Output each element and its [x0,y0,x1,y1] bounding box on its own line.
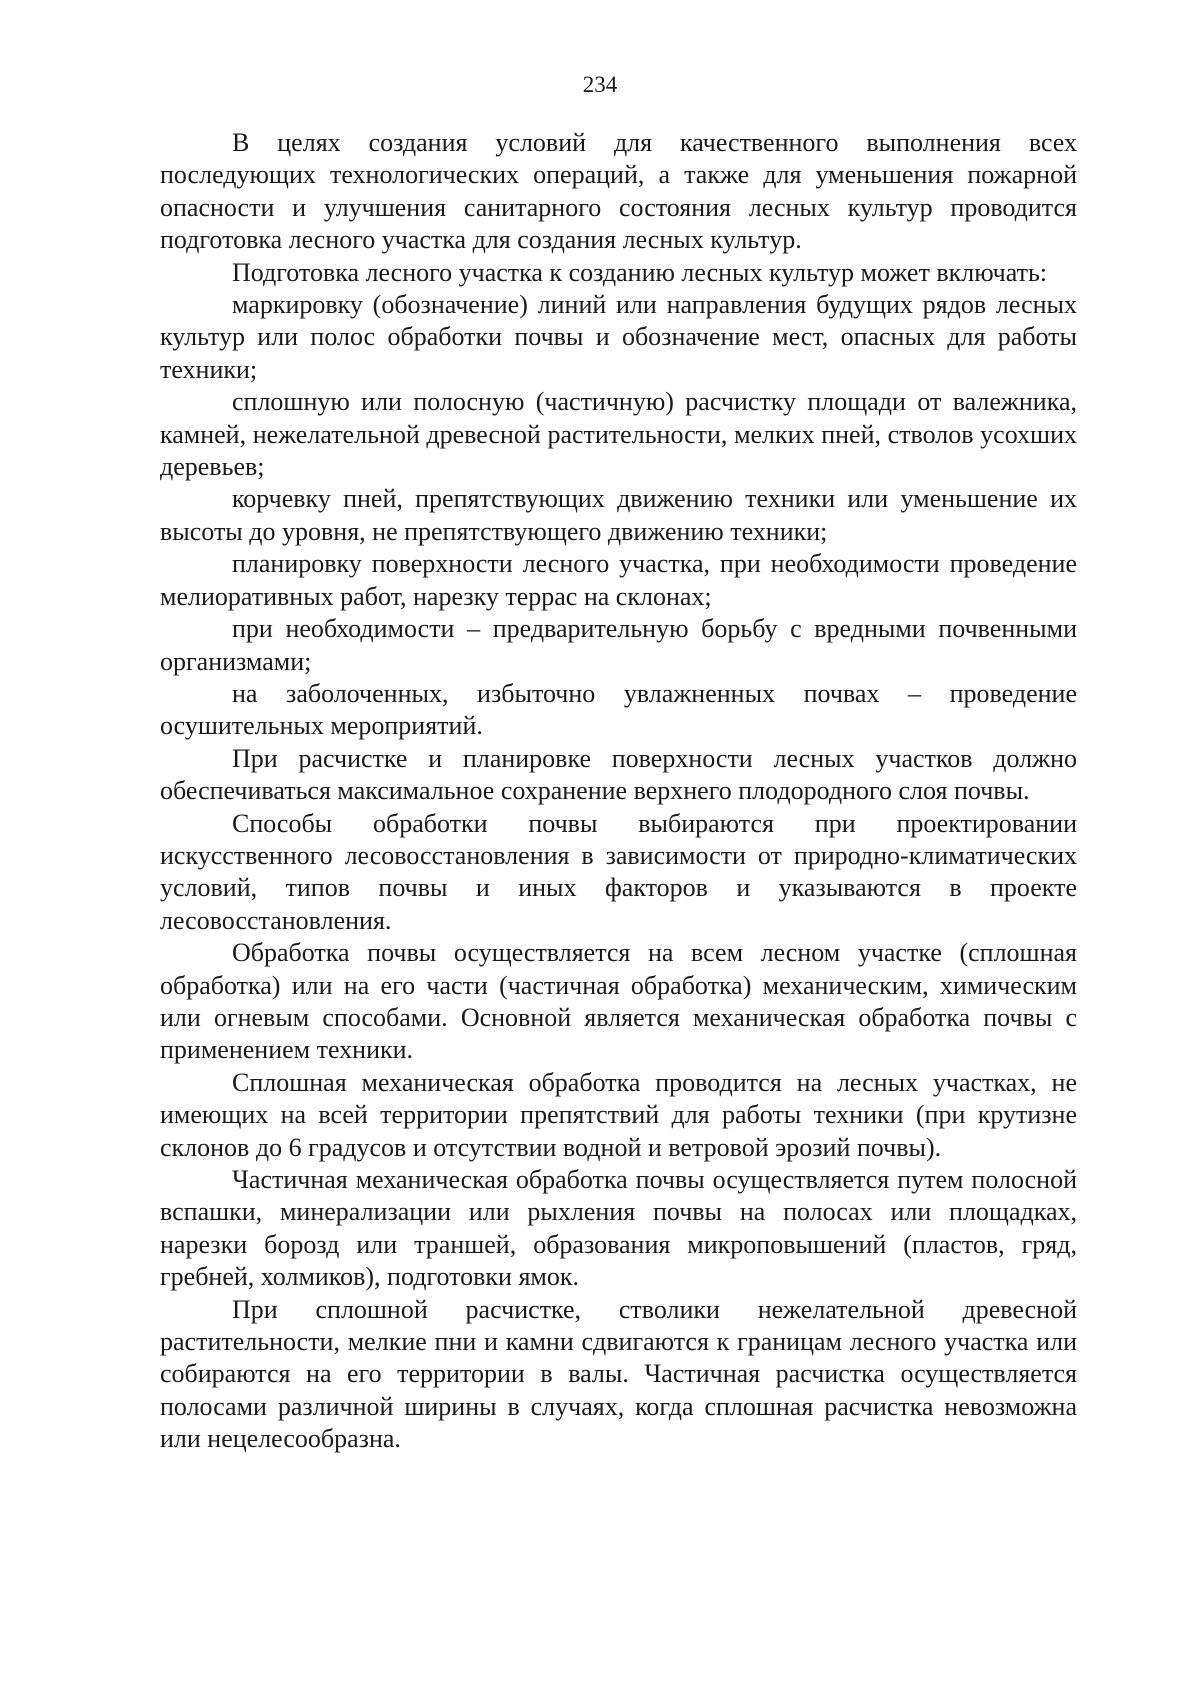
paragraph-1: В целях создания условий для качественного выполнения всех последующих технологических операций, а также для уменьшения пожарной опасности и улучшения санитарного состояния лесных культур проводится подготовка лесного участка для создания лесных культур. [160,128,1077,255]
paragraph-9: При расчистке и планировке поверхности лесных участков должно обеспечиваться максимальное сохранение верхнего плодородного слоя почвы. [160,743,1077,806]
paragraph-13: Частичная механическая обработка почвы осуществляется путем полосной вспашки, минерализации или рыхления почвы на полосах или площадках, нарезки борозд или траншей, образования микроповышений (пластов, гряд, гребней, холмиков), подготовки ямок. [160,1165,1077,1292]
paragraph-12: Сплошная механическая обработка проводится на лесных участках, не имеющих на всей территории препятствий для работы техники (при крутизне склонов до 6 градусов и отсутствии водной и ветровой эрозий почвы). [160,1067,1077,1162]
paragraph-3: маркировку (обозначение) линий или направления будущих рядов лесных культур или полос обработки почвы и обозначение мест, опасных для работы техники; [160,290,1077,384]
document-body [160,127,1077,1456]
paragraph-5: корчевку пней, препятствующих движению техники или уменьшение их высоты до уровня, не препятствующего движению техники; [160,484,1077,546]
paragraph-7: при необходимости – предварительную борьбу с вредными почвенными организмами; [160,614,1077,676]
page-number: 234 [582,72,618,97]
paragraph-2: Подготовка лесного участка к созданию лесных культур может включать: [232,257,1048,287]
paragraph-6: планировку поверхности лесного участка, при необходимости проведение мелиоративных работ, нарезку террас на склонах; [160,549,1077,611]
paragraph-8: на заболоченных, избыточно увлажненных почвах – проведение осушительных мероприятий. [160,678,1077,741]
paragraph-14: При сплошной расчистке, стволики нежелательной древесной растительности, мелкие пни и камни сдвигаются к границам лесного участка или собираются на его территории в валы. Частичная расчистка осуществляется полосами различной ширины в случаях, когда сплошная расчистка невозможна или нецелесообразна. [160,1294,1077,1454]
paragraph-11: Обработка почвы осуществляется на всем лесном участке (сплошная обработка) или на его части (частичная обработка) механическим, химическим или огневым способами. Основной является механическая обработка почвы с применением техники. [160,938,1077,1065]
paragraph-4: сплошную или полосную (частичную) расчистку площади от валежника, камней, нежелательной древесной растительности, мелких пней, стволов усохших деревьев; [160,387,1077,482]
paragraph-10: Способы обработки почвы выбираются при проектировании искусственного лесовосстановления в зависимости от природно-климатических условий, типов почвы и иных факторов и указываются в проекте лесовосстановления. [160,808,1077,935]
